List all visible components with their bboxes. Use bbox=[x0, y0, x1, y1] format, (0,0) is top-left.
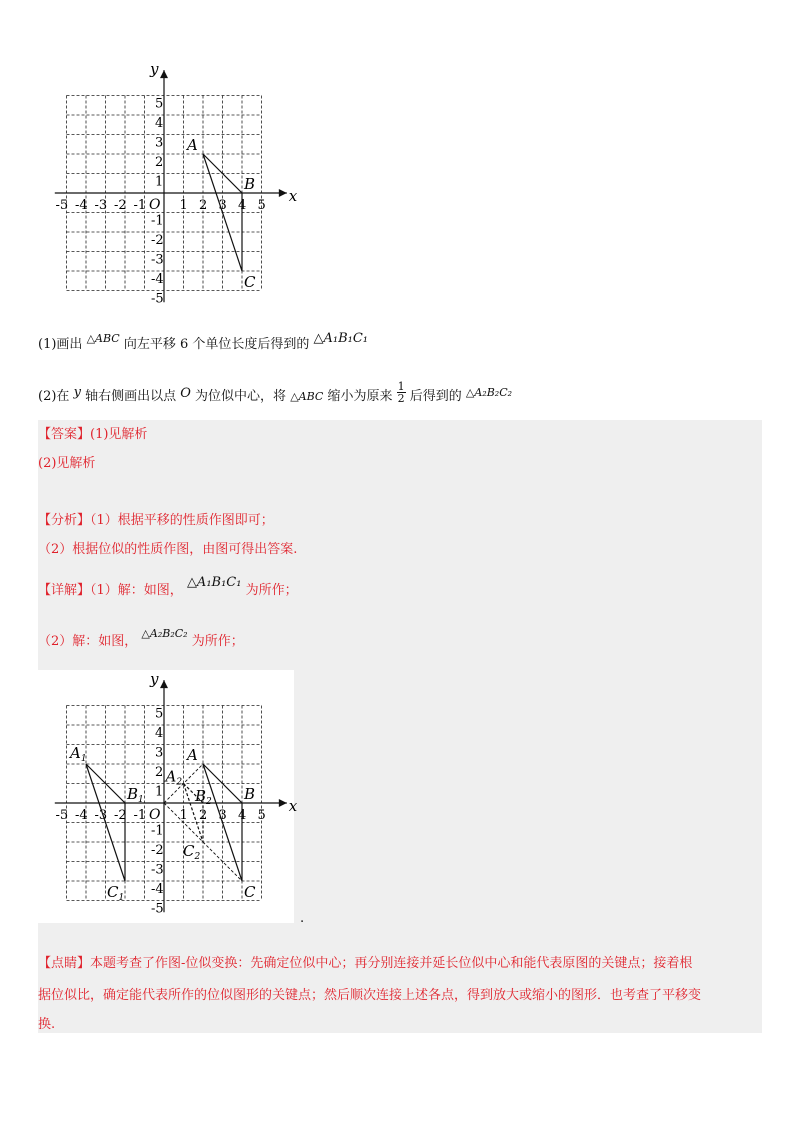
x-tick-label: -2 bbox=[114, 808, 127, 823]
part2-result: △A₂B₂C₂ bbox=[465, 386, 513, 399]
point-a-label: A bbox=[187, 136, 198, 154]
x-tick-label: -5 bbox=[55, 198, 69, 213]
comment-text-2: 据位似比，确定能代表所作的位似图形的关键点；然后顺次连接上述各点，得到放大或缩小的图形．也考查了平移变 bbox=[38, 988, 702, 1003]
part1-middle: 向左平移 6 个单位长度后得到的 bbox=[123, 337, 310, 352]
origin-label: O bbox=[149, 807, 161, 823]
answer-line-2 bbox=[38, 455, 95, 473]
y-tick-label: -1 bbox=[151, 823, 164, 839]
part1-result: △A₁B₁C₁ bbox=[313, 331, 369, 346]
part2-center-point: O bbox=[180, 386, 191, 401]
analysis-line-1 bbox=[38, 512, 274, 530]
comment-text-3: 换. bbox=[38, 1017, 56, 1032]
analysis-label: 【分析】 bbox=[38, 513, 91, 528]
y-tick-label: 2 bbox=[155, 765, 164, 780]
part1-prefix: (1)画出 bbox=[38, 337, 83, 352]
detail-line-2 bbox=[38, 627, 244, 651]
x-tick-label: -5 bbox=[55, 808, 69, 823]
y-tick-label: -2 bbox=[151, 233, 164, 248]
detail-label: 【详解】 bbox=[38, 583, 91, 598]
y-tick-label: 4 bbox=[155, 116, 164, 131]
x-tick-label: -3 bbox=[94, 198, 108, 213]
point-a-label: A bbox=[187, 746, 198, 764]
point-a1-label: $A_1$ bbox=[70, 744, 87, 764]
y-tick-label: -4 bbox=[151, 882, 164, 897]
x-tick-label: 5 bbox=[257, 808, 266, 823]
x-tick-label: 3 bbox=[218, 808, 227, 823]
part2-fraction bbox=[397, 381, 406, 404]
analysis-text-2: （2）根据位似的性质作图，由图可得出答案. bbox=[38, 542, 298, 557]
answer-line-1 bbox=[38, 426, 147, 444]
part1-triangle: △ABC bbox=[86, 332, 120, 345]
y-tick-label: -3 bbox=[151, 252, 164, 268]
detail-suffix-2: 为所作； bbox=[191, 634, 244, 649]
x-tick-label: -1 bbox=[133, 198, 147, 213]
point-b-label: B bbox=[244, 175, 256, 193]
y-tick-label: 3 bbox=[155, 745, 164, 761]
y-tick-label: -5 bbox=[151, 901, 164, 917]
x-axis-label: x bbox=[288, 797, 298, 815]
y-tick-label: 1 bbox=[155, 174, 164, 190]
part2-middle-3: 缩小为原来 bbox=[327, 389, 393, 404]
comment-line-2 bbox=[38, 987, 701, 1005]
detail-triangle-1: △A₁B₁C₁ bbox=[186, 575, 242, 590]
part2-middle-4: 后得到的 bbox=[409, 389, 462, 404]
point-c-label: C bbox=[244, 273, 256, 291]
comment-label: 【点睛】 bbox=[38, 956, 91, 971]
part2-axis: y bbox=[73, 385, 81, 400]
comment-text-1: 本题考查了作图-位似变换：先确定位似中心；再分别连接并延长位似中心和能代表原图的关键点；接着根 bbox=[90, 956, 693, 971]
y-tick-label: -3 bbox=[151, 862, 164, 878]
analysis-line-2 bbox=[38, 541, 297, 559]
x-tick-label: 3 bbox=[218, 198, 227, 213]
x-axis-arrow-icon bbox=[279, 189, 287, 197]
answer-text-1: (1)见解析 bbox=[90, 427, 148, 442]
y-tick-label: 5 bbox=[155, 96, 164, 112]
point-b-label: B bbox=[244, 785, 256, 803]
y-tick-label: 2 bbox=[155, 155, 164, 170]
point-c2-label: $C_2$ bbox=[183, 842, 201, 862]
y-axis-label: y bbox=[150, 60, 159, 79]
y-tick-label: 3 bbox=[155, 135, 164, 151]
comment-line-3 bbox=[38, 1016, 55, 1034]
x-axis-label: x bbox=[288, 187, 298, 205]
figure-2-trailing-dot: . bbox=[300, 911, 305, 926]
fraction-numerator: 1 bbox=[397, 380, 405, 393]
detail-line-1 bbox=[38, 575, 298, 600]
point-c1-label: $C_1$ bbox=[107, 883, 125, 903]
x-axis-arrow-icon bbox=[279, 799, 287, 807]
point-a2-label: $A_2$ bbox=[165, 767, 183, 788]
point-c-label: C bbox=[244, 883, 256, 901]
question-part-2 bbox=[38, 380, 513, 408]
x-tick-label: -4 bbox=[75, 198, 88, 213]
detail-text-2: （2）解：如图， bbox=[38, 634, 138, 649]
question-part-1 bbox=[38, 331, 369, 354]
x-tick-label: 1 bbox=[179, 808, 188, 823]
y-tick-label: 5 bbox=[155, 706, 164, 722]
x-tick-label: -4 bbox=[75, 808, 88, 823]
x-tick-label: 5 bbox=[257, 198, 266, 213]
y-axis-label: y bbox=[150, 670, 159, 689]
origin-label: O bbox=[149, 197, 161, 213]
x-tick-label: 2 bbox=[199, 808, 208, 823]
y-tick-label: 4 bbox=[155, 726, 164, 741]
x-tick-label: -3 bbox=[94, 808, 108, 823]
answer-label: 【答案】 bbox=[38, 427, 91, 442]
detail-triangle-2: △A₂B₂C₂ bbox=[141, 627, 188, 640]
detail-suffix-1: 为所作； bbox=[245, 583, 298, 598]
y-tick-label: -1 bbox=[151, 213, 164, 229]
coordinate-grid-figure-1 bbox=[30, 60, 300, 310]
detail-text-1: （1）解：如图， bbox=[90, 583, 183, 598]
x-tick-label: 1 bbox=[179, 198, 188, 213]
fraction-denominator: 2 bbox=[397, 392, 405, 405]
y-axis-arrow-icon bbox=[160, 70, 168, 78]
part2-middle-2: 为位似中心，将 bbox=[195, 389, 287, 404]
part2-middle-1: 轴右侧画出以点 bbox=[85, 389, 177, 404]
x-tick-label: -2 bbox=[114, 198, 127, 213]
point-b1-label: $B_1$ bbox=[127, 785, 144, 805]
y-tick-label: -5 bbox=[151, 291, 164, 307]
x-tick-label: 2 bbox=[199, 198, 208, 213]
y-tick-label: -2 bbox=[151, 843, 164, 858]
x-tick-label: 4 bbox=[238, 198, 247, 213]
y-axis-arrow-icon bbox=[160, 680, 168, 688]
x-tick-label: -1 bbox=[133, 808, 147, 823]
answer-text-2: (2)见解析 bbox=[38, 456, 96, 471]
x-tick-label: 4 bbox=[238, 808, 247, 823]
coordinate-grid-figure-2 bbox=[30, 670, 300, 923]
y-tick-label: 1 bbox=[155, 784, 164, 800]
part2-prefix: (2)在 bbox=[38, 389, 70, 404]
analysis-text-1: （1）根据平移的性质作图即可； bbox=[90, 513, 274, 528]
part2-triangle: △ABC bbox=[290, 390, 324, 403]
comment-line-1 bbox=[38, 955, 692, 973]
point-b2-label: $B_2$ bbox=[195, 787, 212, 807]
y-tick-label: -4 bbox=[151, 272, 164, 287]
